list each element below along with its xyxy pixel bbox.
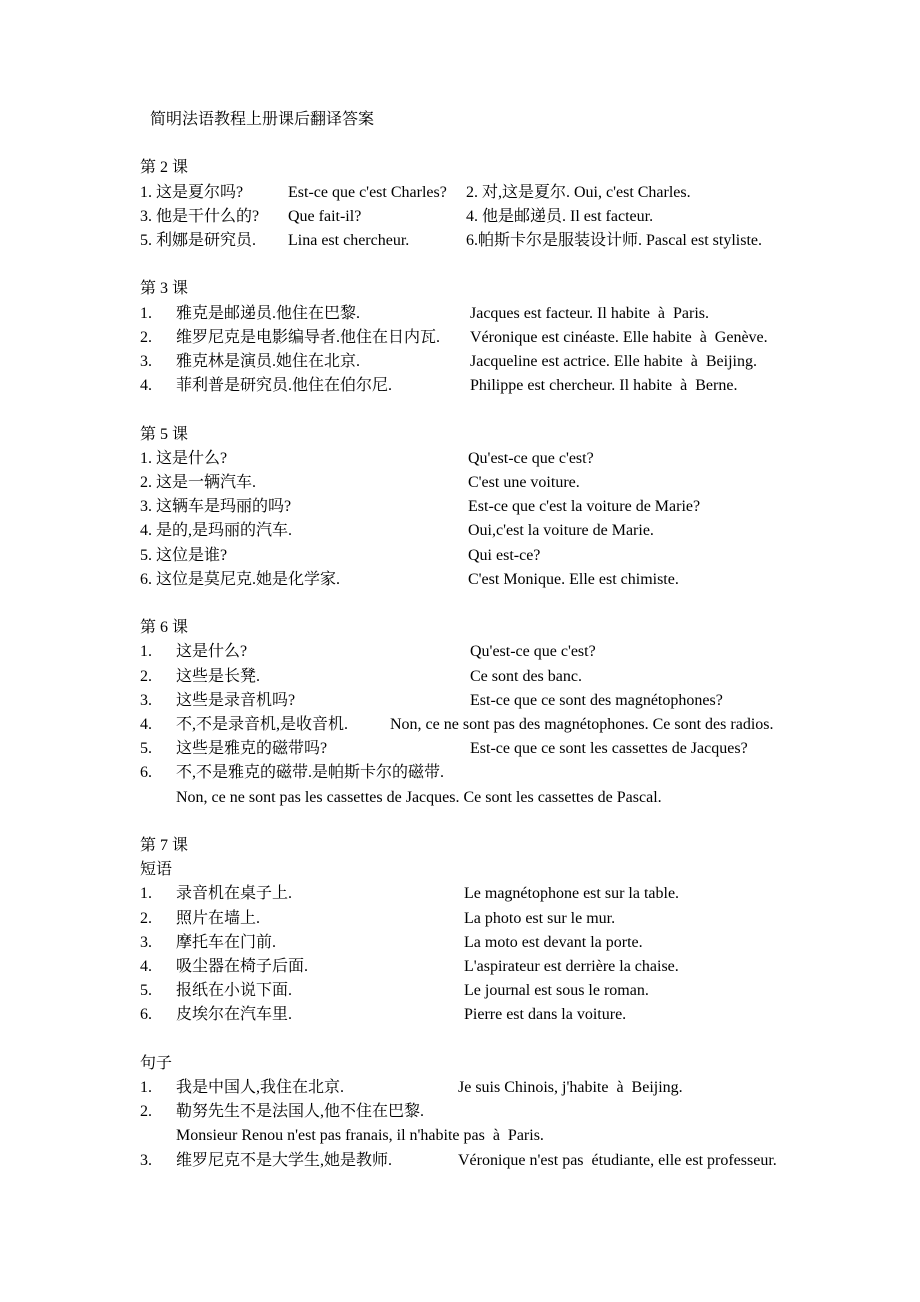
chinese-text: 维罗尼克不是大学生,她是教师.: [176, 1151, 393, 1169]
french-text: Pierre est dans la voiture.: [464, 1006, 627, 1024]
exercise-row: [140, 882, 870, 906]
row-number: 1.: [140, 643, 152, 661]
lesson-5-heading: 第 5 课: [140, 425, 189, 443]
row-number: 1.: [140, 885, 152, 903]
chinese-text: 雅克是邮递员.他住在巴黎.: [176, 304, 361, 322]
blank-line: [140, 253, 870, 277]
french-text: La photo est sur le mur.: [464, 909, 616, 927]
chinese-text: 菲利普是研究员.他住在伯尔尼.: [176, 377, 393, 395]
blank-line: [140, 1028, 870, 1052]
row-number: 5.: [140, 740, 152, 758]
exercise-row: [140, 229, 870, 253]
chinese-text: 这些是录音机吗?: [176, 691, 296, 709]
document-title: 简明法语教程上册课后翻译答案: [150, 111, 375, 128]
row-number: 6.: [140, 764, 152, 782]
lesson-3-heading: 第 3 课: [140, 280, 189, 298]
chinese-text: 6. 这位是莫尼克.她是化学家.: [140, 570, 341, 588]
chinese-text: 摩托车在门前.: [176, 933, 277, 951]
french-text: Est-ce que c'est la voiture de Marie?: [468, 498, 701, 516]
french-text: Véronique n'est pas étudiante, elle est professeur.: [458, 1151, 777, 1169]
sentences-subheading: 句子: [140, 1054, 173, 1072]
chinese-text: 2. 这是一辆汽车.: [140, 474, 257, 491]
chinese-text: 我是中国人,我住在北京.: [176, 1079, 345, 1097]
row-number: 2.: [140, 328, 152, 346]
lesson-2-heading: 第 2 课: [140, 159, 189, 177]
exercise-row: [140, 374, 870, 398]
french-text: Philippe est chercheur. Il habite à Berne.: [470, 377, 738, 395]
row-number: 4.: [140, 716, 152, 734]
qa-french: Est-ce que c'est Charles?: [288, 183, 447, 201]
row-number: 1.: [140, 304, 152, 322]
french-text: Le journal est sous le roman.: [464, 982, 649, 1000]
qa-french: Lina est chercheur.: [288, 232, 410, 249]
french-continuation: Non, ce ne sont pas les cassettes de Jacques. Ce sont les cassettes de Pascal.: [176, 788, 662, 806]
exercise-row: [140, 1149, 870, 1173]
exercise-row: [140, 713, 870, 737]
row-number: 5.: [140, 982, 152, 1000]
chinese-text: 1. 这是什么?: [140, 449, 228, 467]
chinese-text: 雅克林是演员.她住在北京.: [176, 353, 361, 370]
row-number: 4.: [140, 958, 152, 976]
exercise-row: [140, 471, 870, 495]
french-text: Qui est-ce?: [468, 546, 541, 564]
row-number: 4.: [140, 377, 152, 395]
french-text: Le magnétophone est sur la table.: [464, 885, 680, 903]
exercise-row: [140, 350, 870, 374]
exercise-row: [140, 955, 870, 979]
chinese-text: 3. 这辆车是玛丽的吗?: [140, 498, 292, 516]
lesson-7-heading: 第 7 课: [140, 837, 189, 855]
qa-french: Que fait-il?: [288, 207, 362, 225]
french-text: La moto est devant la porte.: [464, 933, 643, 951]
chinese-text: 维罗尼克是电影编导者.他住在日内瓦.: [176, 328, 441, 346]
row-number: 6.: [140, 1006, 152, 1024]
chinese-text: 不,不是录音机,是收音机.: [176, 716, 349, 734]
french-text: Jacques est facteur. Il habite à Paris.: [470, 304, 710, 322]
french-text: Non, ce ne sont pas des magnétophones. Ce sont des radios.: [390, 716, 774, 734]
blank-line: [140, 592, 870, 616]
qa-left: 1. 这是夏尔吗?: [140, 183, 244, 201]
chinese-text: 这些是雅克的磁带吗?: [176, 740, 328, 758]
french-text: Véronique est cinéaste. Elle habite à Genève.: [470, 328, 768, 346]
qa-left: 5. 利娜是研究员.: [140, 232, 257, 249]
chinese-text: 照片在墙上.: [176, 909, 261, 927]
exercise-row: [140, 568, 870, 592]
exercise-row: [140, 689, 870, 713]
qa-right: 4. 他是邮递员. Il est facteur.: [466, 207, 654, 225]
qa-left: 3. 他是干什么的?: [140, 207, 260, 225]
exercise-row: [140, 665, 870, 689]
french-text: C'est une voiture.: [468, 474, 580, 491]
chinese-text: 这些是长凳.: [176, 667, 261, 685]
french-continuation: Monsieur Renou n'est pas franais, il n'habite pas à Paris.: [176, 1127, 544, 1145]
row-number: 2.: [140, 909, 152, 927]
row-number: 2.: [140, 1103, 152, 1121]
chinese-text: 这是什么?: [176, 643, 248, 661]
french-text: Ce sont des banc.: [470, 667, 582, 685]
row-number: 3.: [140, 353, 152, 370]
french-text: C'est Monique. Elle est chimiste.: [468, 570, 679, 588]
row-number: 3.: [140, 1151, 152, 1169]
exercise-row: [140, 1003, 870, 1027]
french-text: Est-ce que ce sont les cassettes de Jacques?: [470, 740, 748, 758]
blank-line: [140, 398, 870, 422]
row-number: 3.: [140, 933, 152, 951]
french-text: L'aspirateur est derrière la chaise.: [464, 958, 679, 976]
row-number: 2.: [140, 667, 152, 685]
phrases-subheading: 短语: [140, 861, 173, 879]
row-number: 1.: [140, 1079, 152, 1097]
qa-right: 2. 对,这是夏尔. Oui, c'est Charles.: [466, 183, 691, 201]
blank-line: [140, 132, 870, 156]
exercise-row: [140, 205, 870, 229]
exercise-row: [140, 1076, 870, 1100]
chinese-text: 勒努先生不是法国人,他不住在巴黎.: [176, 1103, 425, 1121]
french-text: Qu'est-ce que c'est?: [470, 643, 596, 661]
chinese-text: 吸尘器在椅子后面.: [176, 958, 309, 976]
french-text: Je suis Chinois, j'habite à Beijing.: [458, 1079, 683, 1097]
chinese-text: 录音机在桌子上.: [176, 885, 293, 903]
row-number: 3.: [140, 691, 152, 709]
chinese-text: 皮埃尔在汽车里.: [176, 1006, 293, 1024]
exercise-row: [140, 495, 870, 519]
exercise-row: [140, 979, 870, 1003]
chinese-text: 报纸在小说下面.: [176, 982, 293, 1000]
exercise-row: [140, 181, 870, 205]
chinese-text: 不,不是雅克的磁带.是帕斯卡尔的磁带.: [176, 764, 445, 782]
exercise-row: [140, 544, 870, 568]
exercise-row: [140, 1100, 870, 1124]
exercise-row: [140, 302, 870, 326]
qa-right: 6.帕斯卡尔是服装设计师. Pascal est styliste.: [466, 232, 762, 249]
lesson-6-heading: 第 6 课: [140, 619, 189, 637]
french-text: Est-ce que ce sont des magnétophones?: [470, 691, 723, 709]
exercise-row: [140, 907, 870, 931]
french-text: Oui,c'est la voiture de Marie.: [468, 522, 654, 540]
exercise-row: [140, 931, 870, 955]
exercise-row: [140, 640, 870, 664]
exercise-row: [140, 519, 870, 543]
blank-line: [140, 810, 870, 834]
chinese-text: 4. 是的,是玛丽的汽车.: [140, 522, 293, 540]
exercise-row: [140, 447, 870, 471]
french-text: Qu'est-ce que c'est?: [468, 449, 594, 467]
french-text: Jacqueline est actrice. Elle habite à Beijing.: [470, 353, 757, 370]
exercise-row: [140, 326, 870, 350]
exercise-row: [140, 761, 870, 785]
chinese-text: 5. 这位是谁?: [140, 546, 228, 564]
exercise-row: [140, 737, 870, 761]
